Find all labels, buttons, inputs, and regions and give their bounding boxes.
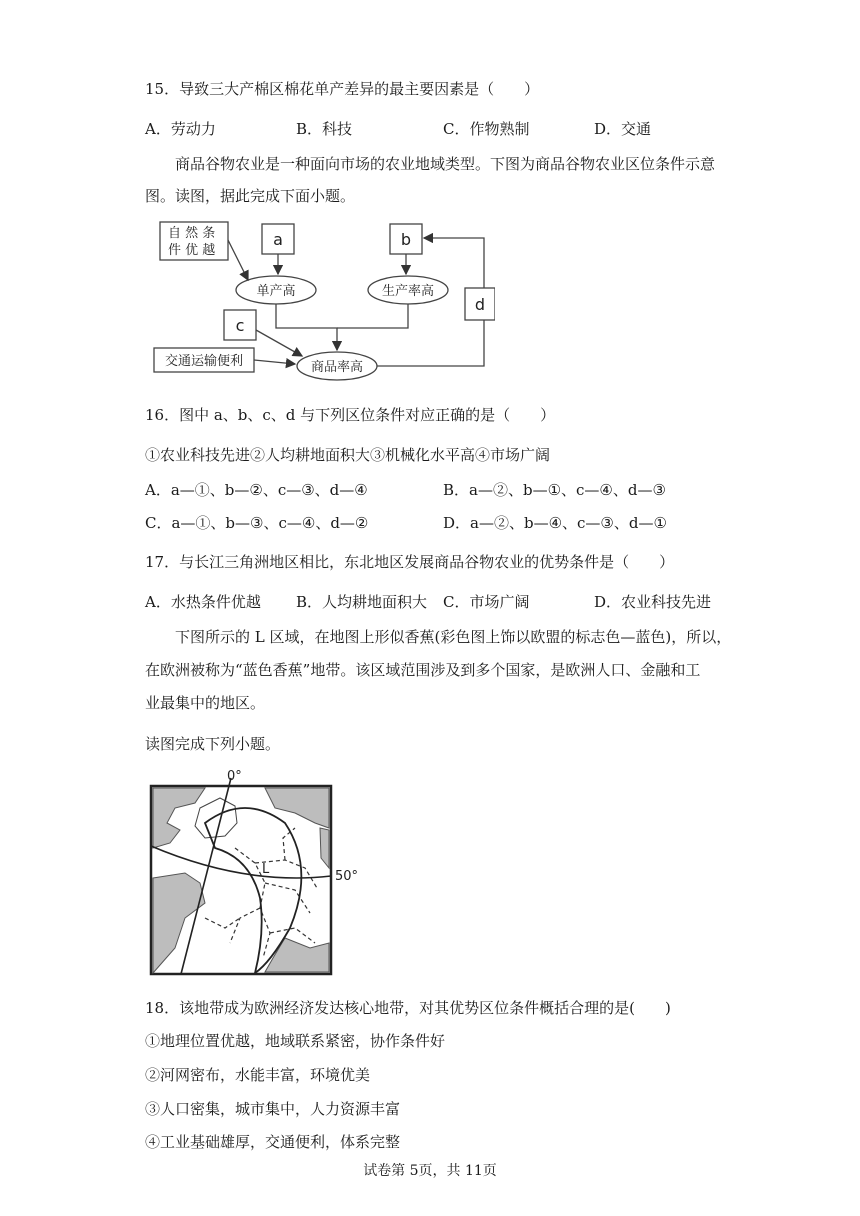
q17-option-d: D．农业科技先进 (594, 593, 712, 611)
q16-option-c: C．a—①、b—③、c—④、d—② (145, 514, 369, 532)
region-l-label: L (262, 862, 270, 877)
meridian-label: 0° (227, 769, 242, 784)
natural-conditions-text-2: 件 优 越 (168, 243, 216, 258)
q15-option-d: D．交通 (594, 120, 652, 138)
factor-c-label: c (235, 316, 245, 335)
passage2-line4: 读图完成下列小题。 (145, 735, 281, 753)
q18-item-2: ②河网密布，水能丰富，环境优美 (145, 1066, 371, 1084)
q16-option-d: D．a—②、b—④、c—③、d—① (443, 514, 667, 532)
q18-item-3: ③人口密集，城市集中，人力资源丰富 (145, 1100, 401, 1118)
passage2-line1: 下图所示的 L 区域，在地图上形似香蕉(彩色图上饰以欧盟的标志色—蓝色)，所以， (175, 628, 732, 646)
blue-banana-map (145, 768, 365, 978)
q15-option-a: A．劳动力 (145, 120, 216, 138)
factor-a-label: a (273, 230, 283, 249)
q17-stem: 17．与长江三角洲地区相比，东北地区发展商品谷物农业的优势条件是（ ） (145, 553, 675, 571)
factor-d-label: d (474, 295, 486, 314)
transport-label: 交通运输便利 (164, 354, 244, 369)
passage2-line2: 在欧洲被称为“蓝色香蕉”地带。该区域范围涉及到多个国家，是欧洲人口、金融和工 (145, 661, 701, 679)
q17-option-b: B．人均耕地面积大 (296, 593, 428, 611)
parallel-label: 50° (335, 869, 359, 884)
passage1-line2: 图。读图，据此完成下面小题。 (145, 187, 356, 205)
q17-option-c: C．市场广阔 (443, 593, 530, 611)
passage2-line3: 业最集中的地区。 (145, 694, 266, 712)
q15-stem: 15．导致三大产棉区棉花单产差异的最主要因素是（ ） (145, 80, 540, 98)
q18-item-1: ①地理位置优越，地域联系紧密，协作条件好 (145, 1032, 446, 1050)
q15-option-b: B．科技 (296, 120, 353, 138)
productivity-label: 生产率高 (381, 284, 435, 299)
page-footer: 试卷第 5页，共 11页 (363, 1163, 497, 1179)
location-factors-diagram (150, 218, 495, 383)
q16-stem: 16．图中 a、b、c、d 与下列区位条件对应正确的是（ ） (145, 406, 556, 424)
q16-option-a: A．a—①、b—②、c—③、d—④ (145, 481, 368, 499)
passage1-line1: 商品谷物农业是一种面向市场的农业地域类型。下图为商品谷物农业区位条件示意 (175, 155, 716, 173)
q18-stem: 18．该地带成为欧洲经济发达核心地带，对其优势区位条件概括合理的是( ) (145, 999, 671, 1017)
commodity-label: 商品率高 (310, 360, 364, 375)
q15-option-c: C．作物熟制 (443, 120, 530, 138)
natural-conditions-text-1: 自 然 条 (168, 226, 216, 241)
q18-item-4: ④工业基础雄厚，交通便利，体系完整 (145, 1133, 401, 1151)
q16-choices: ①农业科技先进②人均耕地面积大③机械化水平高④市场广阔 (145, 446, 551, 464)
yield-label: 单产高 (256, 284, 296, 299)
q17-option-a: A．水热条件优越 (145, 593, 261, 611)
q16-option-b: B．a—②、b—①、c—④、d—③ (443, 481, 666, 499)
factor-b-label: b (400, 230, 412, 249)
